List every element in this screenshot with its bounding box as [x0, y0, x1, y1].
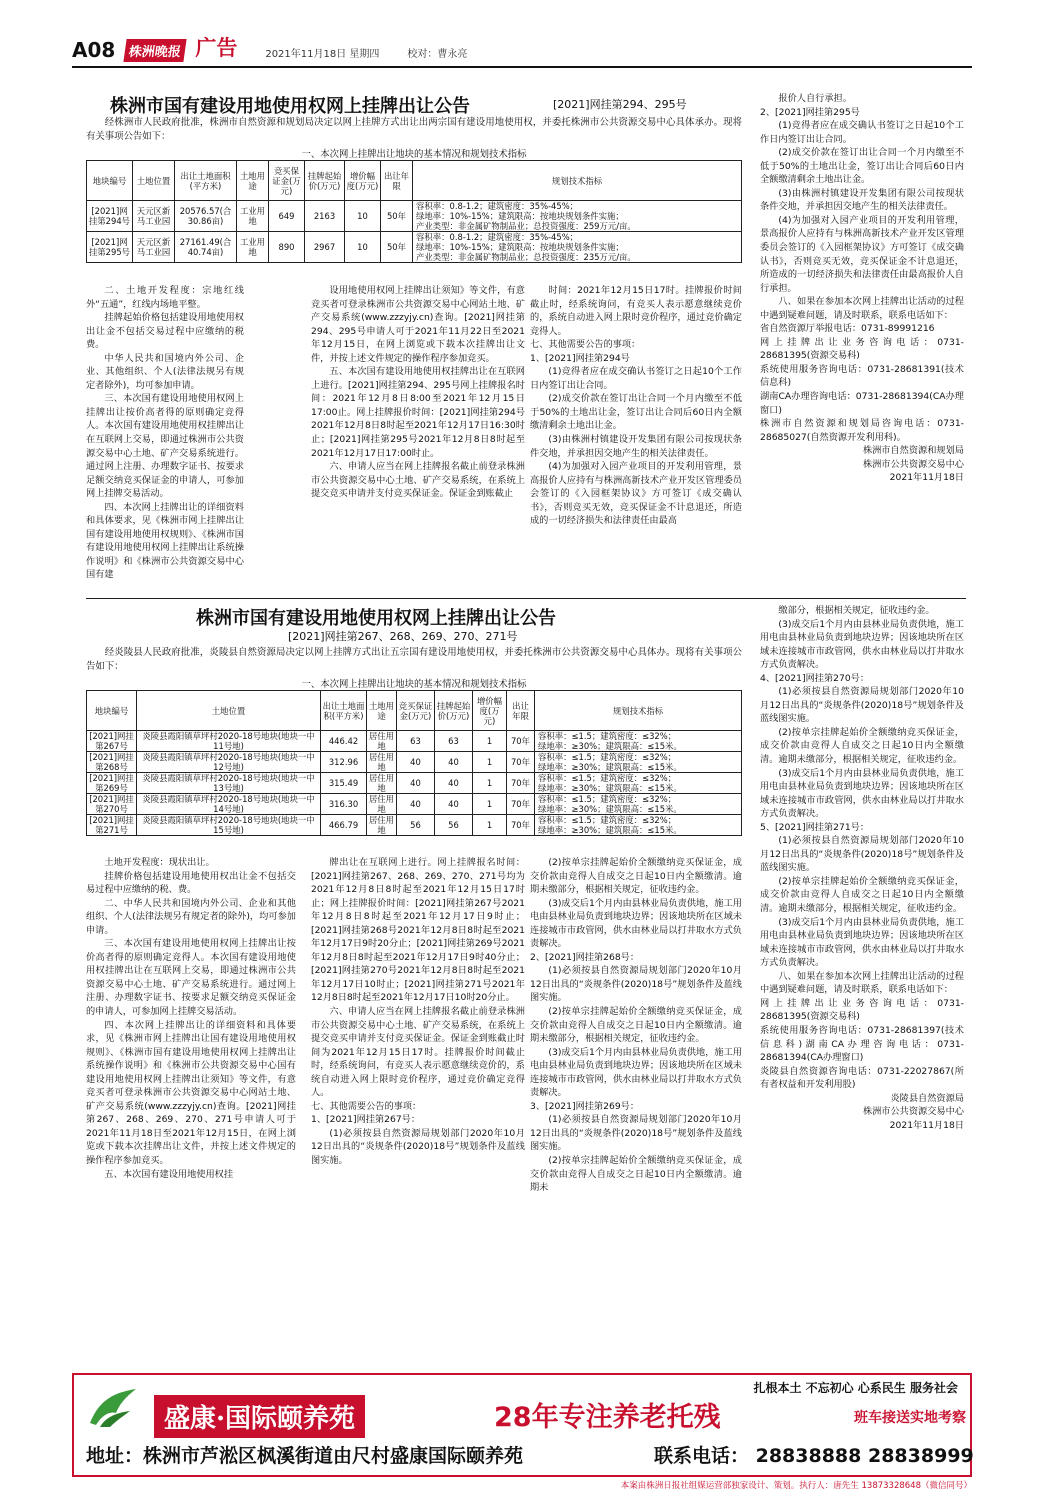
table-row — [87, 731, 742, 752]
paragraph: (2)按单宗挂牌起始价全额缴纳竞买保证金，成交价款由竞得人自成交之日起10日内全额缴清。逾期未缴部分，根据相关规定，征收违约金。 — [530, 1006, 742, 1045]
cell-loc: 天元区新马工业园 — [133, 201, 175, 232]
header-cell: 挂牌起始价(万元) — [435, 691, 473, 731]
cell-years: 70年 — [507, 794, 535, 815]
cell-start: 63 — [435, 731, 473, 752]
paragraph: 三、本次国有建设用地使用权网上挂牌出让按价高者得的原则确定竞得人。本次国有建设用地使用权挂牌出让在互联网上交易，即通过株洲市公共资源交易中心土地、矿产交易系统进行。通过网上注册、办理数字证书、按要求足额交纳竞买保证金的申请人，可参加网上挂牌交易活动。 — [86, 938, 296, 1018]
notice2-column-3 — [530, 856, 742, 1368]
paragraph: (3)由株洲村镇建设开发集团有限公司按现状条件交地，并承担因交地产生的相关法律责任。 — [530, 434, 742, 459]
paragraph: 八、如果在参加本次网上挂牌出让活动的过程中遇到疑难问题，请及时联系，联系电话如下： — [760, 296, 964, 321]
header-rule — [72, 66, 972, 68]
cell-id: [2021]网挂第271号 — [87, 815, 137, 836]
paragraph: (3)成交后1个月内由县林业局负责供地，施工用电由县林业局负责到地块边界；因该地块所在区域未连接城市市政管网，供水由林业局以打井取水方式负责解决。 — [530, 1046, 742, 1099]
notice2-number: [2021]网挂第267、268、269、270、271号 — [288, 630, 518, 643]
paragraph: 系统使用服务咨询电话：0731-28681397(技术信息科)湖南CA办理咨询电话：0731-28681394(CA办理窗口) — [760, 1024, 964, 1064]
paragraph: 土地开发程度：现状出让。 — [104, 857, 215, 868]
signature-line: 株洲市公共资源交易中心 — [862, 458, 964, 470]
ad-phone: 联系电话： 28838888 28838999 — [654, 1445, 974, 1467]
paragraph: (3)成交后1个月内由县林业局负责供地，施工用电由县林业局负责到地块边界；因该地块所在区域未连接城市市政管网，供水由林业局以打井取水方式负责解决。 — [760, 618, 964, 671]
cell-inc: 10 — [345, 232, 381, 263]
cell-years: 70年 — [507, 773, 535, 794]
cell-id: [2021]网挂第267号 — [87, 731, 137, 752]
cell-years: 50年 — [381, 201, 413, 232]
paragraph: 中华人民共和国境内外公司、企业、其他组织、个人(法律法规另有规定者除外)，均可参加申请。 — [86, 352, 244, 391]
notice1-number: [2021]网挂第294、295号 — [553, 98, 687, 111]
spec-line: 绿地率：10%-15%；建筑限高：按地块规划条件实施； — [416, 211, 624, 221]
paragraph: (2)按单宗挂牌起始价全额缴纳竞买保证金，成交价款由竞得人自成交之日起10日内全额缴清。逾期未缴部分，根据相关规定，征收违约金。 — [530, 857, 742, 896]
header-cell: 规划技术指标 — [413, 161, 742, 201]
paragraph: 报价人自行承担。 — [778, 93, 852, 104]
header-cell: 增价幅度(万元) — [473, 691, 507, 731]
cell-loc: 炎陵县霞阳镇草坪村2020-18号地块(地块一中11号地) — [137, 731, 321, 752]
paragraph: (1)必须按县自然资源局规划部门2020年10月12日出具的“炎规条件(2020)18号”规划条件及蓝线图实施。 — [760, 835, 964, 874]
header-cell: 竞买保证金(万元) — [269, 161, 305, 201]
cell-id: [2021]网挂第268号 — [87, 752, 137, 773]
page-number: A08 — [72, 38, 116, 62]
header-cell: 土地位置 — [137, 691, 321, 731]
notice1-column-1 — [86, 284, 244, 594]
ad-tagline: 28年专注养老托残 — [494, 1402, 721, 1433]
paragraph: 六、申请人应当在网上挂牌报名截止前登录株洲市公共资源交易中心土地、矿产交易系统，在系统上提交竞买申请并支付竞买保证金。保证金到账截止 — [311, 461, 525, 500]
notice1-column-4 — [760, 92, 964, 586]
cell-spec — [535, 752, 742, 773]
paragraph: 网上挂牌出让业务咨询电话：0731-28681395(资源交易科) — [760, 336, 964, 362]
cell-loc: 炎陵县霞阳镇草坪村2020-18号地块(地块一中14号地) — [137, 794, 321, 815]
paragraph: 三、本次国有建设用地使用权网上挂牌出让按价高者得的原则确定竞得人。本次国有建设用地使用权挂牌出让在互联网上交易，即通过株洲市公共资源交易中心土地、矿产交易系统进行。通过网上注册、办理数字证书、按要求足额交纳竞买保证金的申请人，可参加网上挂牌交易活动。 — [86, 393, 244, 500]
newspaper-logo: 株洲晚报 — [124, 39, 187, 62]
paragraph: 二、土地开发程度：宗地红线外“五通”，红线内场地平整。 — [86, 285, 244, 310]
spec-line: 绿地率：≥30%；建筑限高：≤15米。 — [538, 804, 682, 814]
cell-spec — [535, 815, 742, 836]
paragraph: 3、[2021]网挂第269号： — [530, 1100, 640, 1112]
paragraph: 湖南CA办理咨询电话：0731-28681394(CA办理窗口) — [760, 391, 964, 416]
notice1-land-table — [86, 160, 742, 263]
paragraph: 1、[2021]网挂第294号 — [530, 352, 630, 364]
paragraph: (2)成交价款在签订出让合同一个月内缴至不低于50%的土地出让金，签订出让合同后60日内全额缴清剩余土地出让金。 — [530, 393, 742, 432]
ad-footer: 本案由株洲日报社组媒运营部独家设计、策划。执行人：唐先生 13873328648（微信同号） — [620, 1481, 972, 1491]
header-cell: 竞买保证金(万元) — [397, 691, 435, 731]
paragraph: (3)成交后1个月内由县林业局负责供地，施工用电由县林业局负责到地块边界；因该地块所在区域未连接城市市政管网，供水由林业局以打井取水方式负责解决。 — [530, 897, 742, 950]
table-row — [87, 815, 742, 836]
cell-dep: 63 — [397, 731, 435, 752]
cell-dep: 40 — [397, 752, 435, 773]
ad-brand-name: 盛康·国际颐养苑 — [154, 1395, 365, 1438]
paragraph: 2、[2021]网挂第268号： — [530, 951, 640, 963]
signature-line: 株洲市自然资源和规划局 — [862, 445, 964, 457]
paragraph: 省自然资源厅举报电话：0731-89991216 — [760, 323, 935, 335]
spec-line: 容积率：0.8-1.2；建筑密度：35%-45%； — [416, 232, 579, 242]
paragraph: 五、本次国有建设用地使用权挂牌出让在互联网上进行。[2021]网挂第294、295号网上挂牌报名时间：2021年12月8日8:00至2021年12月15日17:00止。网上挂牌报价时间：[2021]网挂第294号2021年12月8日8时起至2021年12月17日16:30时止；[2021]网挂第295号2021年12月8日8时起至2021年12月17日17:00时止。 — [311, 366, 525, 459]
cell-dep: 56 — [397, 815, 435, 836]
paragraph: 时间：2021年12月15日17时。挂牌报价时间截止时，经系统询问，有竞买人表示愿意继续竞价的，系统自动进入网上限时竞价程序，通过竞价确定竞得人。 — [530, 285, 742, 337]
page-header — [72, 35, 972, 62]
paragraph: (1)必须按县自然资源局规划部门2020年10月12日出具的“炎规条件(2020)18号”规划条件及蓝线图实施。 — [311, 1127, 525, 1167]
paragraph: (1)竞得者应在成交确认书签订之日起10个工作日内签订出让合同。 — [530, 366, 742, 391]
cell-start: 40 — [435, 752, 473, 773]
header-cell: 出让年限 — [507, 691, 535, 731]
table-row — [87, 201, 742, 232]
ad-tagline-secondary: 班车接送实地考察 — [854, 1410, 966, 1426]
paragraph: 六、申请人应当在网上挂牌报名截止前登录株洲市公共资源交易中心土地、矿产交易系统，在系统上提交竞买申请并支付竞买保证金。保证金到账截止时间为2021年12月15日17时。挂牌报价时间截止时，经系统询问，有竞买人表示愿意继续竞价的，系统自动进入网上限时竞价程序，通过竞价确定竞得人。 — [311, 1006, 525, 1099]
spec-line: 产业类型：非金属矿物制品业；总投资强度：259万元/亩。 — [416, 221, 636, 231]
cell-inc: 1 — [473, 794, 507, 815]
cell-start: 40 — [435, 794, 473, 815]
cell-dep: 649 — [269, 201, 305, 232]
cell-loc: 炎陵县霞阳镇草坪村2020-18号地块(地块一中13号地) — [137, 773, 321, 794]
header-cell: 土地位置 — [133, 161, 175, 201]
cell-start: 40 — [435, 773, 473, 794]
paragraph: 1、[2021]网挂第267号： — [311, 1114, 421, 1126]
notice1-column-2 — [311, 284, 525, 584]
cell-area: 316.30 — [321, 794, 367, 815]
paragraph: 5、[2021]网挂第271号： — [760, 821, 870, 833]
cell-dep: 40 — [397, 794, 435, 815]
signature-line: 株洲市公共资源交易中心 — [862, 1106, 964, 1118]
header-cell: 出让年限 — [381, 161, 413, 201]
ad-address: 地址：株洲市芦淞区枫溪街道由尺村盛康国际颐养苑 — [86, 1445, 524, 1467]
hand-leaf-logo-icon — [86, 1383, 142, 1429]
cell-id: [2021]网挂第269号 — [87, 773, 137, 794]
cell-spec — [535, 731, 742, 752]
cell-dep: 40 — [397, 773, 435, 794]
paragraph: 挂牌价格包括建设用地使用权出让金不包括交易过程中应缴纳的税、费。 — [86, 870, 296, 896]
notice2-column-2 — [311, 856, 525, 1368]
header-cell: 土地用途 — [237, 161, 269, 201]
cell-use: 居住用地 — [367, 815, 397, 836]
proofreader: 校对：曹永亮 — [407, 49, 468, 60]
cell-use: 工业用地 — [237, 232, 269, 263]
spec-line: 绿地率：≥30%；建筑限高：≤15米。 — [538, 783, 682, 793]
paragraph: 炎陵县自然资源咨询电话：0731-22027867(所有者权益和开发利用股) — [760, 1065, 964, 1091]
spec-line: 产业类型：非金属矿物制品业；总投资强度：235万元/亩。 — [416, 252, 636, 262]
cell-area: 20576.57(合30.86亩) — [175, 201, 237, 232]
cell-use: 居住用地 — [367, 752, 397, 773]
notice1-table-title: 一、本次网上挂牌出让地块的基本情况和规划技术指标 — [301, 149, 527, 160]
header-cell: 地块编号 — [87, 161, 133, 201]
paragraph: (3)成交后1个月内由县林业局负责供地，施工用电由县林业局负责到地块边界；因该地块所在区域未连接城市市政管网，供水由林业局以打井取水方式负责解决。 — [760, 916, 964, 969]
paragraph: (2)按单宗挂牌起始价全额缴纳竞买保证金，成交价款由竞得人自成交之日起10日内全额缴清。逾期未缴部分，根据相关规定，征收违约金。 — [760, 726, 964, 766]
paragraph: (1)必须按县自然资源局规划部门2020年10月12日出具的“炎规条件(2020)18号”规划条件及蓝线图实施。 — [530, 965, 742, 1004]
cell-area: 312.96 — [321, 752, 367, 773]
paragraph: 2、[2021]网挂第295号 — [760, 106, 860, 118]
cell-inc: 1 — [473, 773, 507, 794]
signature-line: 2021年11月18日 — [889, 1119, 964, 1131]
paragraph: 网上挂牌出让业务咨询电话：0731-28681395(资源交易科) — [760, 997, 964, 1023]
cell-area: 466.79 — [321, 815, 367, 836]
table-row — [87, 773, 742, 794]
paragraph: 五、本次国有建设用地使用权挂 — [104, 1168, 234, 1180]
paragraph: 四、本次网上挂牌出让的详细资料和具体要求，见《株洲市网上挂牌出让国有建设用地使用权规则》、《株洲市国有建设用地使用权网上挂牌出让系统操作说明》和《株洲市公共资源交易中心国有建设用地使用权网上挂牌出让须知》等文件，有意竞买者可登录株洲市公共资源交易中心网站土地、矿产交易系统(www.zzzyjy.cn)查询。[2021]网挂第267、268、269、270、271号申请人可于2021年11月18日至2021年12月15日，在网上浏览或下载本次挂牌出让文件，并按上述文件规定的操作程序参加竞买。 — [86, 1019, 296, 1167]
spec-line: 容积率：0.8-1.2；建筑密度：35%-45%； — [416, 201, 579, 211]
cell-loc: 炎陵县霞阳镇草坪村2020-18号地块(地块一中15号地) — [137, 815, 321, 836]
spec-line: 绿地率：≥30%；建筑限高：≤15米。 — [538, 825, 682, 835]
header-cell: 增价幅度(万元) — [345, 161, 381, 201]
cell-inc: 1 — [473, 815, 507, 836]
cell-id: [2021]网挂第295号 — [87, 232, 133, 263]
paragraph: (3)由株洲村镇建设开发集团有限公司按现状条件交地，并承担因交地产生的相关法律责任。 — [760, 187, 964, 213]
cell-area: 27161.49(合40.74亩) — [175, 232, 237, 263]
cell-loc: 天元区新马工业园 — [133, 232, 175, 263]
cell-spec — [413, 232, 742, 263]
signature-line: 炎陵县自然资源局 — [890, 1092, 964, 1104]
paragraph: 七、其他需要公告的事项： — [530, 339, 641, 351]
cell-inc: 1 — [473, 731, 507, 752]
spec-line: 容积率：≤1.5；建筑密度：≤32%； — [538, 815, 677, 825]
cell-inc: 1 — [473, 752, 507, 773]
header-cell: 地块编号 — [87, 691, 137, 731]
notice1-column-3 — [530, 284, 742, 584]
header-cell: 出让土地面积(平方米) — [175, 161, 237, 201]
paragraph: (1)竞得者应在成交确认书签订之日起10个工作日内签订出让合同。 — [760, 120, 964, 145]
paragraph: 牌出让在互联网上进行。网上挂牌报名时间：[2021]网挂第267、268、269、270、271号均为2021年12月8日8时起至2021年12月15日17时止；网上挂牌报价时间：[2021]网挂第267号2021年12月8日8时起至2021年12月17日9时止；[2021]网挂第268号2021年12月8日8时起至2021年12月17日9时20分止；[2021]网挂第269号2021年12月8日8时起至2021年12月17日9时40分止；[2021]网挂第270号2021年12月8日8时起至2021年12月17日10时止；[2021]网挂第271号2021年12月8日8时起至2021年12月17日10时20分止。 — [311, 857, 525, 1004]
notice2-land-table — [86, 690, 742, 836]
paragraph: 挂牌起始价格包括建设用地使用权出让金不包括交易过程中应缴纳的税费。 — [86, 312, 244, 351]
paragraph: (3)成交后1个月内由县林业局负责供地，施工用电由县林业局负责到地块边界；因该地块所在区域未连接城市市政管网，供水由林业局以打井取水方式负责解决。 — [760, 767, 964, 820]
cell-area: 446.42 — [321, 731, 367, 752]
cell-id: [2021]网挂第270号 — [87, 794, 137, 815]
section-divider — [86, 598, 966, 599]
paragraph: 八、如果在参加本次网上挂牌出让活动的过程中遇到疑难问题，请及时联系，联系电话如下： — [760, 970, 964, 996]
cell-start: 56 — [435, 815, 473, 836]
notice1-intro: 经株洲市人民政府批准，株洲市自然资源和规划局决定以网上挂牌方式出让出两宗国有建设用地使用权，并委托株洲市公共资源交易中心具体承办。现将有关事项公告如下： — [86, 117, 742, 142]
spec-line: 绿地率：≥30%；建筑限高：≤15米。 — [538, 762, 682, 772]
paragraph: (2)按单宗挂牌起始价全额缴纳竞买保证金，成交价款由竞得人自成交之日起10日内全额缴清。逾期未 — [530, 1155, 742, 1194]
paragraph: 4、[2021]网挂第270号： — [760, 672, 870, 684]
table-row — [87, 232, 742, 263]
paragraph: 株洲市自然资源和规划局咨询电话：0731-28685027(自然资源开发利用科)。 — [760, 418, 964, 443]
header-cell: 土地用途 — [367, 691, 397, 731]
notice2-table-title: 一、本次网上挂牌出让地块的基本情况和规划技术指标 — [301, 679, 527, 690]
notice2-column-4 — [760, 604, 964, 1368]
notice2-intro: 经炎陵县人民政府批准，炎陵县自然资源局决定以网上挂牌方式出让五宗国有建设用地使用权，并委托株洲市公共资源交易中心具体办。现将有关事项公告如下： — [86, 647, 742, 672]
notice2-title: 株洲市国有建设用地使用权网上挂牌出让公告 — [196, 608, 556, 629]
cell-spec — [535, 794, 742, 815]
cell-start: 2163 — [305, 201, 345, 232]
paragraph: (4)为加强对入园产业项目的开发利用管理，景高报价人应持有与株洲高新技术产业开发区管理委员会签订的《入园框架协议》方可签订《成交确认书》，否则竞买无效，竞买保证金不计息退还，所造成的一切经济损失和法律责任由最高报价人自行承担。 — [760, 214, 964, 294]
cell-inc: 10 — [345, 201, 381, 232]
cell-years: 50年 — [381, 232, 413, 263]
header-cell: 出让土地面积(平方米) — [321, 691, 367, 731]
paragraph: (1)必须按县自然资源局规划部门2020年10月12日出具的“炎规条件(2020)18号”规划条件及蓝线图实施。 — [760, 686, 964, 725]
paragraph: 七、其他需要公告的事项： — [311, 1100, 422, 1112]
cell-spec — [535, 773, 742, 794]
notice1-title: 株洲市国有建设用地使用权网上挂牌出让公告 — [110, 96, 470, 117]
cell-id: [2021]网挂第294号 — [87, 201, 133, 232]
paragraph: (2)按单宗挂牌起始价全额缴纳竞买保证金，成交价款由竞得人自成交之日起10日内全额缴清。逾期未缴部分，根据相关规定，征收违约金。 — [760, 875, 964, 915]
notice2-column-1 — [86, 856, 296, 1368]
date-line: 2021年11月18日 星期四 — [265, 49, 380, 60]
cell-years: 70年 — [507, 815, 535, 836]
spec-line: 容积率：≤1.5；建筑密度：≤32%； — [538, 731, 677, 741]
table-row — [87, 794, 742, 815]
advertisement[interactable] — [72, 1373, 972, 1499]
paragraph: 系统使用服务咨询电话：0731-28681391(技术信息科) — [760, 363, 964, 389]
spec-line: 容积率：≤1.5；建筑密度：≤32%； — [538, 752, 677, 762]
paragraph: (1)必须按县自然资源局规划部门2020年10月12日出具的“炎规条件(2020)18号”规划条件及蓝线图实施。 — [530, 1114, 742, 1153]
paragraph: 缴部分，根据相关规定，征收违约金。 — [778, 605, 935, 616]
paragraph: (2)成交价款在签订出让合同一个月内缴至不低于50%的土地出让金，签订出让合同后60日内全额缴清剩余土地出让金。 — [760, 147, 964, 186]
section-name: 广告 — [195, 35, 238, 60]
ad-slogan: 扎根本土 不忘初心 心系民生 服务社会 — [753, 1381, 958, 1395]
table-row — [87, 752, 742, 773]
cell-area: 315.49 — [321, 773, 367, 794]
paragraph: 设用地使用权网上挂牌出让须知》等文件，有意竞买者可登录株洲市公共资源交易中心网站土地、矿产交易系统(www.zzzyjy.cn)查询。[2021]网挂第294、295号申请人可于2021年11月22日至2021年12月15日，在网上浏览或下载本次挂牌出让文件，并按上述文件规定的操作程序参加竞买。 — [311, 285, 525, 364]
cell-use: 居住用地 — [367, 773, 397, 794]
cell-start: 2967 — [305, 232, 345, 263]
ad-frame — [72, 1373, 972, 1477]
cell-use: 居住用地 — [367, 731, 397, 752]
cell-use: 工业用地 — [237, 201, 269, 232]
paragraph: 四、本次网上挂牌出让的详细资料和具体要求，见《株洲市网上挂牌出让国有建设用地使用权规则》、《株洲市国有建设用地使用权网上挂牌出让系统操作说明》和《株洲市公共资源交易中心国有建 — [86, 501, 244, 581]
paragraph: 二、中华人民共和国境内外公司、企业和其他组织、个人(法律法规另有规定者的除外)，均可参加申请。 — [86, 897, 296, 936]
signature-line: 2021年11月18日 — [889, 472, 964, 484]
cell-use: 居住用地 — [367, 794, 397, 815]
spec-line: 绿地率：10%-15%；建筑限高：按地块规划条件实施； — [416, 242, 624, 252]
cell-loc: 炎陵县霞阳镇草坪村2020-18号地块(地块一中12号地) — [137, 752, 321, 773]
cell-dep: 890 — [269, 232, 305, 263]
header-cell: 挂牌起始价(万元) — [305, 161, 345, 201]
cell-years: 70年 — [507, 752, 535, 773]
spec-line: 绿地率：≥30%；建筑限高：≤15米。 — [538, 741, 682, 751]
spec-line: 容积率：≤1.5；建筑密度：≤32%； — [538, 794, 677, 804]
cell-spec — [413, 201, 742, 232]
spec-line: 容积率：≤1.5；建筑密度：≤32%； — [538, 773, 677, 783]
cell-years: 70年 — [507, 731, 535, 752]
paragraph: (4)为加强对入园产业项目的开发利用管理，景高报价人应持有与株洲高新技术产业开发区管理委员会签订的《入园框架协议》方可签订《成交确认书》，否则竞买无效，竞买保证金不计息退还，所造成的一切经济损失和法律责任由最高 — [530, 461, 742, 527]
header-cell: 规划技术指标 — [535, 691, 742, 731]
